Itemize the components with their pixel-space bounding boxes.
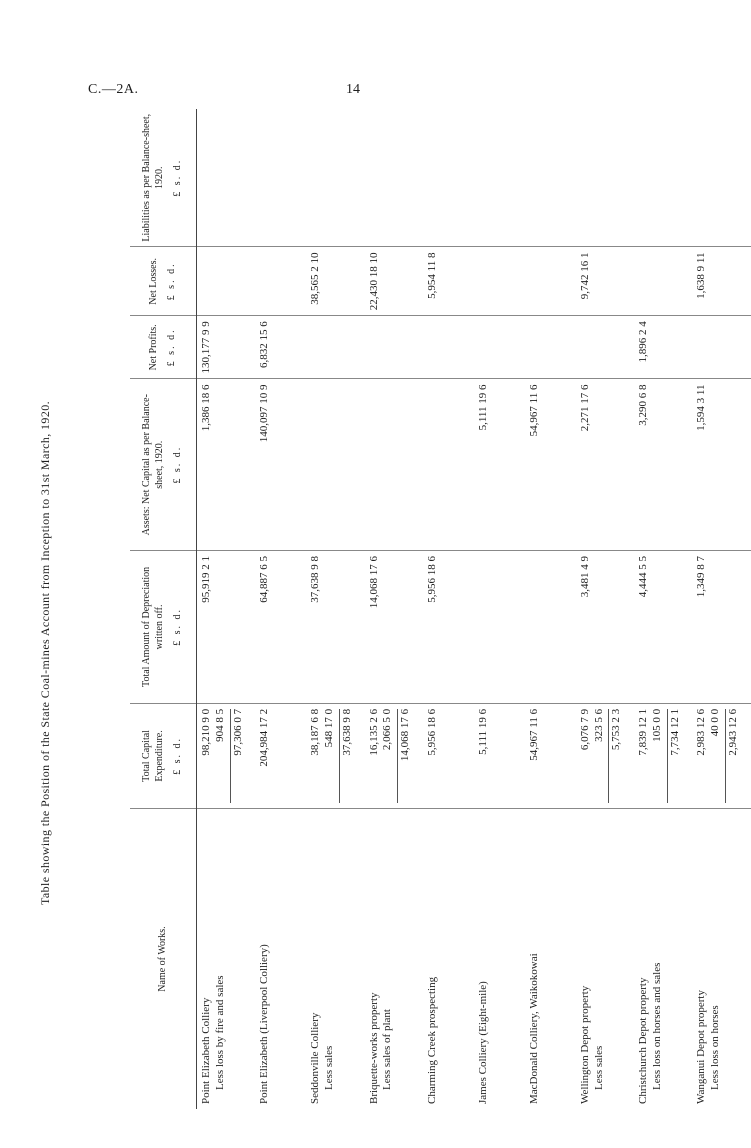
works-deduction-label: Less sales <box>323 1045 335 1090</box>
capital-net-total: 14,068 17 6 <box>397 709 413 803</box>
column-header-unit: £ s. d. <box>172 445 184 484</box>
liabilities-cell <box>576 109 634 247</box>
works-name-cell <box>634 809 692 1110</box>
assets-cell: 5,111 19 6 <box>474 379 525 550</box>
column-header-unit: £ s. d. <box>172 736 184 775</box>
table-row <box>365 109 423 1109</box>
capital-net-total: 2,943 12 6 <box>725 709 741 803</box>
capital-net-total: 37,638 9 8 <box>339 709 355 803</box>
liabilities-cell <box>474 109 525 247</box>
liabilities-cell <box>634 109 692 247</box>
depreciation-cell: 3,481 4 9 <box>576 550 634 703</box>
liabilities-cell <box>365 109 423 247</box>
assets-cell <box>423 379 474 550</box>
works-deduction-label: Less loss by fire and sales <box>213 975 226 1090</box>
net-losses-cell <box>634 247 692 316</box>
column-header <box>130 316 197 379</box>
depreciation-cell: 5,956 18 6 <box>423 550 474 703</box>
depreciation-cell <box>525 550 576 703</box>
column-header <box>130 703 197 808</box>
column-header <box>130 247 197 316</box>
column-header-unit: £ s. d. <box>172 158 184 197</box>
capital-value: 40 0 0 <box>709 708 721 737</box>
capital-value: 54,967 11 6 <box>527 708 540 761</box>
works-name: Wanganui Depot property <box>695 990 708 1104</box>
capital-expenditure-cell <box>197 703 256 808</box>
net-losses-cell <box>197 247 256 316</box>
table-row <box>423 109 474 1109</box>
works-name-cell <box>255 809 306 1110</box>
net-profits-cell: 130,177 9 9 <box>197 316 256 379</box>
assets-cell: 3,290 6 8 <box>634 379 692 550</box>
works-name-cell <box>306 809 364 1110</box>
works-deduction-label: Less loss on horses <box>709 1005 721 1090</box>
column-header-label: Liabilities as per Balance-sheet, 1920. <box>141 113 165 242</box>
rotated-table-wrapper <box>130 109 739 1109</box>
liabilities-cell <box>423 109 474 247</box>
works-name: Wellington Depot property <box>578 985 591 1104</box>
column-header <box>130 379 197 550</box>
net-profits-cell <box>365 316 423 379</box>
capital-expenditure-cell <box>365 703 423 808</box>
capital-net-total: 7,734 12 1 <box>667 709 683 803</box>
column-header <box>130 109 197 247</box>
capital-value: 204,984 17 2 <box>258 708 271 767</box>
depreciation-cell: 95,919 2 1 <box>197 550 256 703</box>
table-row <box>197 109 256 1109</box>
capital-value: 38,187 6 8 <box>309 708 322 756</box>
works-name: Point Elizabeth Colliery <box>200 997 212 1104</box>
liabilities-cell <box>692 109 750 247</box>
capital-net-total: 5,753 2 3 <box>608 709 624 803</box>
column-header-label: Name of Works. <box>156 926 168 992</box>
capital-expenditure-cell <box>692 703 750 808</box>
capital-value: 5,111 19 6 <box>476 708 489 755</box>
table-row <box>576 109 634 1109</box>
works-deduction-label: Less sales <box>592 1045 605 1090</box>
capital-value: 548 17 0 <box>323 708 335 748</box>
capital-expenditure-cell <box>423 703 474 808</box>
depreciation-cell: 37,638 9 8 <box>306 550 364 703</box>
table-row <box>306 109 364 1109</box>
assets-cell: 1,594 3 11 <box>692 379 750 550</box>
column-header-label: Net Profits. <box>147 324 159 371</box>
table-row <box>634 109 692 1109</box>
depreciation-cell: 4,444 5 5 <box>634 550 692 703</box>
column-header-label: Assets: Net Capital as per Balance-sheet, 1920. <box>141 394 165 536</box>
capital-value: 105 0 0 <box>650 708 663 742</box>
net-profits-cell: 1,896 2 4 <box>634 316 692 379</box>
assets-cell: 2,271 17 6 <box>576 379 634 550</box>
net-profits-cell: 6,832 15 6 <box>255 316 306 379</box>
column-header-unit: £ s. d. <box>166 262 177 301</box>
column-header-label: Total Amount of Depreciation written off. <box>141 566 165 687</box>
works-name: Seddonville Colliery <box>309 1012 322 1104</box>
works-deduction-label: Less sales of plant <box>381 1009 394 1090</box>
capital-value: 16,135 2 6 <box>367 708 380 756</box>
capital-value: 98,210 9 0 <box>200 708 212 756</box>
table-body <box>197 109 751 1109</box>
net-losses-cell: 9,742 16 1 <box>576 247 634 316</box>
column-header-unit: £ s. d. <box>172 607 184 646</box>
works-name: Christchurch Depot property <box>637 977 649 1104</box>
net-profits-cell <box>525 316 576 379</box>
net-losses-cell <box>255 247 306 316</box>
depreciation-cell: 1,349 8 7 <box>692 550 750 703</box>
net-profits-cell <box>576 316 634 379</box>
capital-expenditure-cell <box>634 703 692 808</box>
document-code: C.—2A. <box>88 82 139 97</box>
column-header-label: Total Capital Expenditure. <box>141 730 165 782</box>
capital-value: 2,066 5 0 <box>381 708 394 751</box>
assets-cell: 140,097 10 9 <box>255 379 306 550</box>
table-row <box>255 109 306 1109</box>
column-header-unit: £ s. d. <box>166 328 177 367</box>
net-profits-cell <box>474 316 525 379</box>
depreciation-cell: 64,887 6 5 <box>255 550 306 703</box>
liabilities-cell <box>255 109 306 247</box>
capital-net-total: 97,306 0 7 <box>230 709 246 803</box>
capital-expenditure-cell <box>306 703 364 808</box>
net-losses-cell: 38,565 2 10 <box>306 247 364 316</box>
capital-value: 6,076 7 9 <box>578 708 591 751</box>
works-name-cell <box>365 809 423 1110</box>
assets-cell: 54,967 11 6 <box>525 379 576 550</box>
works-name: James Colliery (Eight-mile) <box>476 981 489 1104</box>
column-header-label: Net Losses. <box>147 258 159 305</box>
net-losses-cell <box>474 247 525 316</box>
capital-expenditure-cell <box>474 703 525 808</box>
works-name: Point Elizabeth (Liverpool Colliery) <box>258 944 271 1104</box>
depreciation-cell: 14,068 17 6 <box>365 550 423 703</box>
works-name-cell <box>197 809 256 1110</box>
table-title: Table showing the Position of the State Coal-mines Account from Inception to 31st March, 1920. <box>38 400 52 905</box>
net-profits-cell <box>306 316 364 379</box>
liabilities-cell <box>197 109 256 247</box>
works-deduction-label: Less loss on horses and sales <box>650 962 663 1090</box>
capital-expenditure-cell <box>576 703 634 808</box>
capital-expenditure-cell <box>525 703 576 808</box>
liabilities-cell <box>306 109 364 247</box>
coal-mines-table <box>130 109 751 1109</box>
capital-value: 2,983 12 6 <box>695 708 708 756</box>
table-header-row <box>130 109 197 1109</box>
assets-cell <box>365 379 423 550</box>
capital-value: 323 5 6 <box>592 708 605 742</box>
net-losses-cell: 22,430 18 10 <box>365 247 423 316</box>
assets-cell <box>306 379 364 550</box>
assets-cell: 1,386 18 6 <box>197 379 256 550</box>
column-header <box>130 809 197 1110</box>
capital-expenditure-cell <box>255 703 306 808</box>
table-row <box>525 109 576 1109</box>
works-name-cell <box>576 809 634 1110</box>
capital-value: 5,956 18 6 <box>425 708 438 756</box>
works-name: MacDonald Colliery, Waikokowai <box>527 953 540 1104</box>
works-name-cell <box>692 809 750 1110</box>
table-row <box>692 109 750 1109</box>
capital-value: 904 8 5 <box>213 708 226 742</box>
net-losses-cell: 5,954 11 8 <box>423 247 474 316</box>
works-name-cell <box>474 809 525 1110</box>
page-number: 14 <box>346 82 360 97</box>
depreciation-cell <box>474 550 525 703</box>
works-name: Briquette-works property <box>367 992 380 1104</box>
works-name: Charming Creek prospecting <box>425 976 438 1104</box>
net-losses-cell <box>525 247 576 316</box>
works-name-cell <box>525 809 576 1110</box>
net-profits-cell <box>423 316 474 379</box>
works-name-cell <box>423 809 474 1110</box>
net-losses-cell: 1,638 9 11 <box>692 247 750 316</box>
net-profits-cell <box>692 316 750 379</box>
column-header <box>130 550 197 703</box>
capital-value: 7,839 12 1 <box>637 708 649 756</box>
liabilities-cell <box>525 109 576 247</box>
table-row <box>474 109 525 1109</box>
